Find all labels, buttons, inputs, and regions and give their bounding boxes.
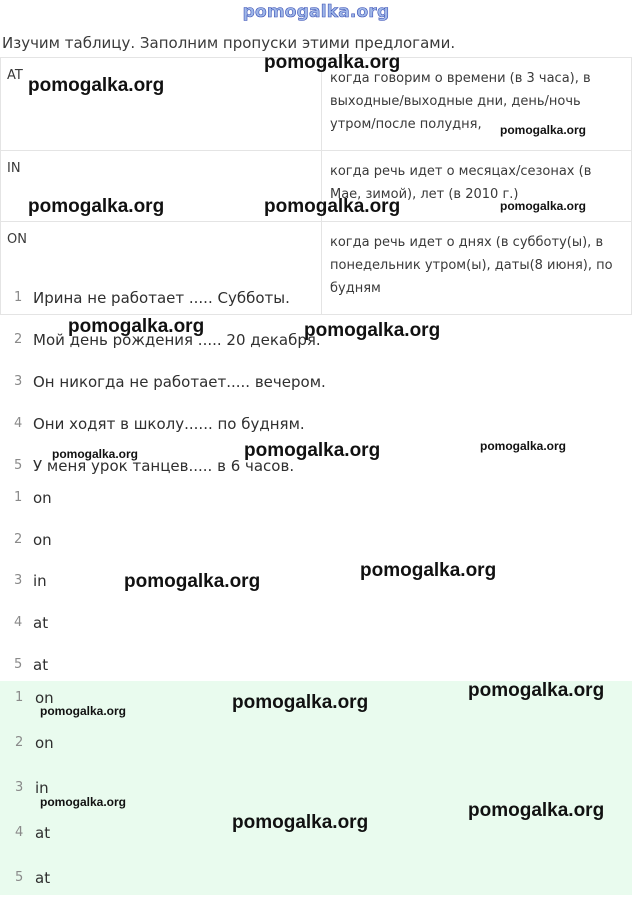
watermark: pomogalka.org: [28, 75, 165, 96]
watermark: pomogalka.org: [28, 196, 165, 217]
answer-item: [0, 569, 632, 611]
item-number: 4: [14, 416, 23, 431]
item-number: 4: [15, 825, 24, 840]
usage-line: когда говорим о времени (в 3 часа), в: [330, 71, 591, 86]
preposition-cell: IN: [1, 151, 322, 222]
watermark: pomogalka.org: [68, 316, 205, 337]
watermark: pomogalka.org: [500, 123, 587, 137]
answer-item: [0, 528, 632, 570]
answer-text: on: [35, 734, 54, 752]
answer-text: on: [35, 689, 54, 707]
watermark: pomogalka.org: [360, 560, 497, 581]
usage-line: утром/после полудня,: [330, 117, 482, 132]
watermark: pomogalka.org: [244, 440, 381, 461]
item-number: 1: [15, 690, 24, 705]
answer-item: [0, 731, 632, 776]
item-number: 2: [15, 735, 24, 750]
question-item: [0, 370, 632, 412]
usage-line: Мае, зимой), лет (в 2010 г.): [330, 187, 519, 202]
answer-text: at: [35, 869, 51, 887]
watermark: pomogalka.org: [124, 571, 261, 592]
watermark: pomogalka.org: [264, 196, 401, 217]
item-number: 3: [14, 374, 23, 389]
watermark: pomogalka.org: [40, 795, 127, 809]
answer-item: [0, 486, 632, 528]
answer-text: in: [35, 779, 49, 797]
watermark: pomogalka.org: [232, 692, 369, 713]
question-text: Они ходят в школу...... по будням.: [33, 415, 305, 433]
site-logo[interactable]: pomogalka.org: [242, 2, 390, 22]
watermark: pomogalka.org: [40, 704, 127, 718]
item-number: 1: [14, 290, 23, 305]
watermark: pomogalka.org: [52, 447, 139, 461]
item-number: 3: [15, 780, 24, 795]
question-text: Ирина не работает ..... Субботы.: [33, 289, 290, 307]
answer-text: on: [33, 489, 52, 507]
question-text: Мой день рождения ..... 20 декабря.: [33, 331, 321, 349]
watermark: pomogalka.org: [500, 199, 587, 213]
watermark: pomogalka.org: [264, 52, 401, 73]
usage-line: выходные/выходные дни, день/ночь: [330, 94, 581, 109]
item-number: 1: [14, 490, 23, 505]
answer-list: [0, 486, 632, 694]
watermark: pomogalka.org: [468, 800, 605, 821]
answer-item: [0, 866, 632, 911]
item-number: 5: [14, 656, 23, 672]
item-number: 5: [14, 458, 23, 473]
answer-item: [0, 611, 632, 653]
item-number: 2: [14, 332, 23, 347]
answer-text: at: [35, 824, 51, 842]
question-text: У меня урок танцев..... в 6 часов.: [33, 457, 295, 475]
answer-text: at: [33, 614, 49, 633]
item-number: 5: [15, 870, 24, 885]
answer-text: on: [33, 530, 52, 549]
watermark: pomogalka.org: [480, 439, 567, 453]
preposition-cell: ON: [1, 222, 322, 315]
item-number: 4: [14, 615, 23, 631]
usage-line: когда речь идет о днях (в субботу(ы), в: [330, 235, 604, 250]
item-number: 3: [14, 573, 23, 589]
preposition-cell: AT: [1, 58, 322, 151]
watermark: pomogalka.org: [304, 320, 441, 341]
watermark: pomogalka.org: [468, 680, 605, 701]
usage-line: понедельник утром(ы), даты(8 июня), по: [330, 258, 613, 273]
watermark: pomogalka.org: [232, 812, 369, 833]
answer-text: at: [33, 655, 49, 674]
task-instruction: Изучим таблицу. Заполним пропуски этими предлогами.: [2, 34, 456, 52]
question-text: Он никогда не работает..... вечером.: [33, 373, 326, 391]
usage-line: когда речь идет о месяцах/сезонах (в: [330, 164, 592, 179]
usage-line: будням: [330, 281, 381, 296]
item-number: 2: [14, 531, 23, 547]
answer-text: in: [33, 572, 47, 591]
